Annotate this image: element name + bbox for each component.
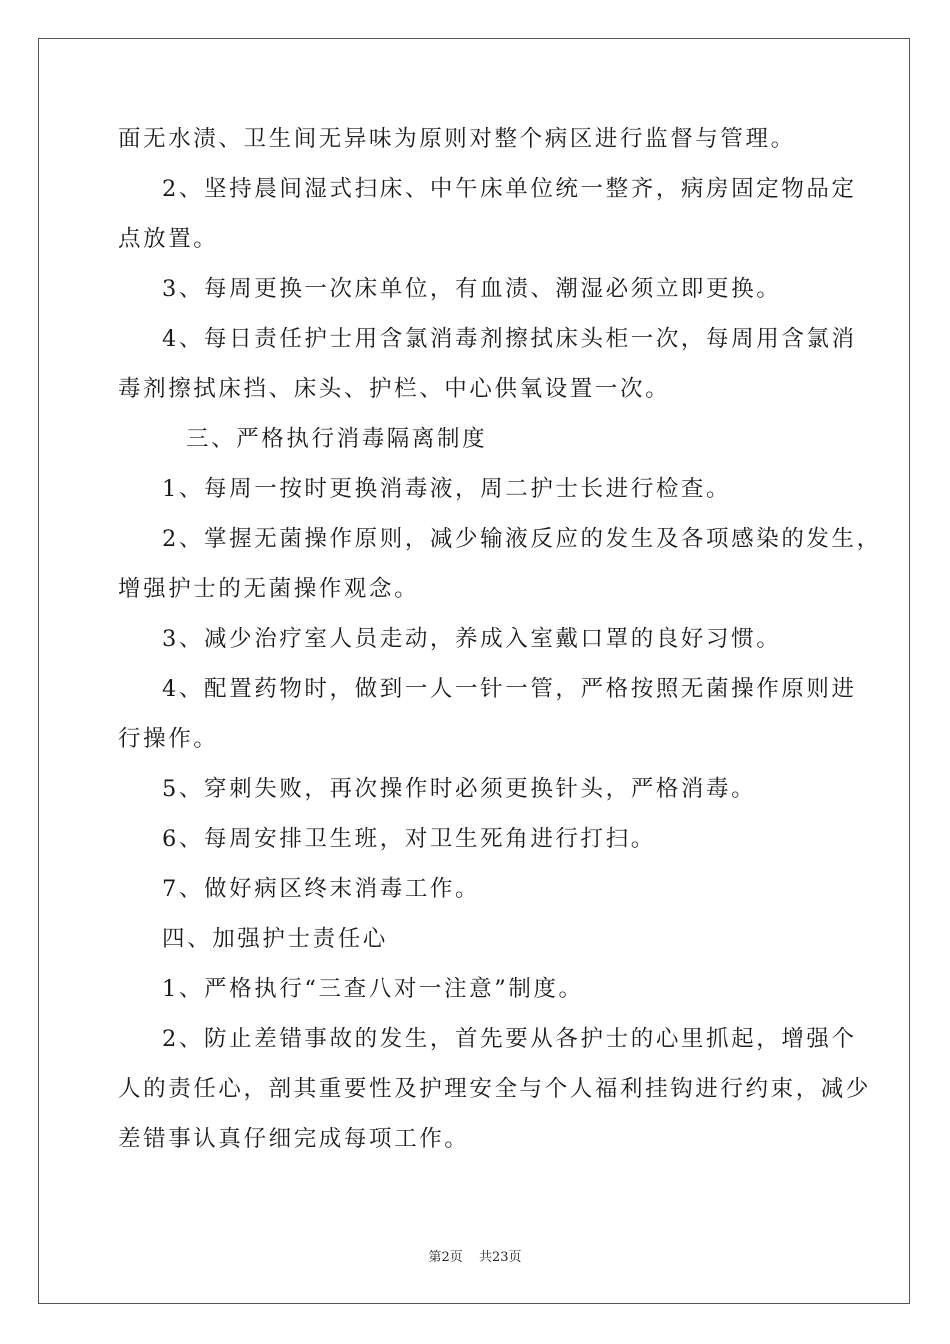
text-line: 6、每周安排卫生班，对卫生死角进行打扫。 [162,826,656,852]
text-line: 4、配置药物时，做到一人一针一管，严格按照无菌操作原则进 [162,676,857,702]
page-footer [0,1250,950,1266]
text-line: 2、防止差错事故的发生，首先要从各护士的心里抓起，增强个 [162,1026,857,1052]
text-line: 7、做好病区终末消毒工作。 [162,876,481,902]
text-line: 差错事认真仔细完成每项工作。 [118,1126,470,1152]
page-total: 共23页 [478,1250,522,1265]
page-number: 第2页 [428,1250,463,1265]
text-line: 行操作。 [118,726,219,752]
text-line: 2、坚持晨间湿式扫床、中午床单位统一整齐，病房固定物品定 [162,176,857,202]
text-line: 增强护士的无菌操作观念。 [118,576,420,602]
text-line: 4、每日责任护士用含氯消毒剂擦拭床头柜一次，每周用含氯消 [162,326,857,352]
text-line: 面无水渍、卫生间无异味为原则对整个病区进行监督与管理。 [118,126,796,152]
text-line: 人的责任心，剖其重要性及护理安全与个人福利挂钩进行约束，减少 [118,1076,872,1102]
text-line: 1、严格执行“三查八对一注意”制度。 [162,976,584,1002]
text-line: 1、每周一按时更换消毒液，周二护士长进行检查。 [162,476,732,502]
text-line: 点放置。 [118,226,219,252]
text-line: 3、减少治疗室人员走动，养成入室戴口罩的良好习惯。 [162,626,782,652]
section-heading: 四、加强护士责任心 [162,926,388,952]
text-line: 2、掌握无菌操作原则，减少输液反应的发生及各项感染的发生， [162,526,882,552]
section-heading: 三、严格执行消毒隔离制度 [186,426,488,452]
text-line: 3、每周更换一次床单位，有血渍、潮湿必须立即更换。 [162,276,782,302]
text-line: 毒剂擦拭床挡、床头、护栏、中心供氧设置一次。 [118,376,671,402]
text-line: 5、穿刺失败，再次操作时必须更换针头，严格消毒。 [162,776,757,802]
